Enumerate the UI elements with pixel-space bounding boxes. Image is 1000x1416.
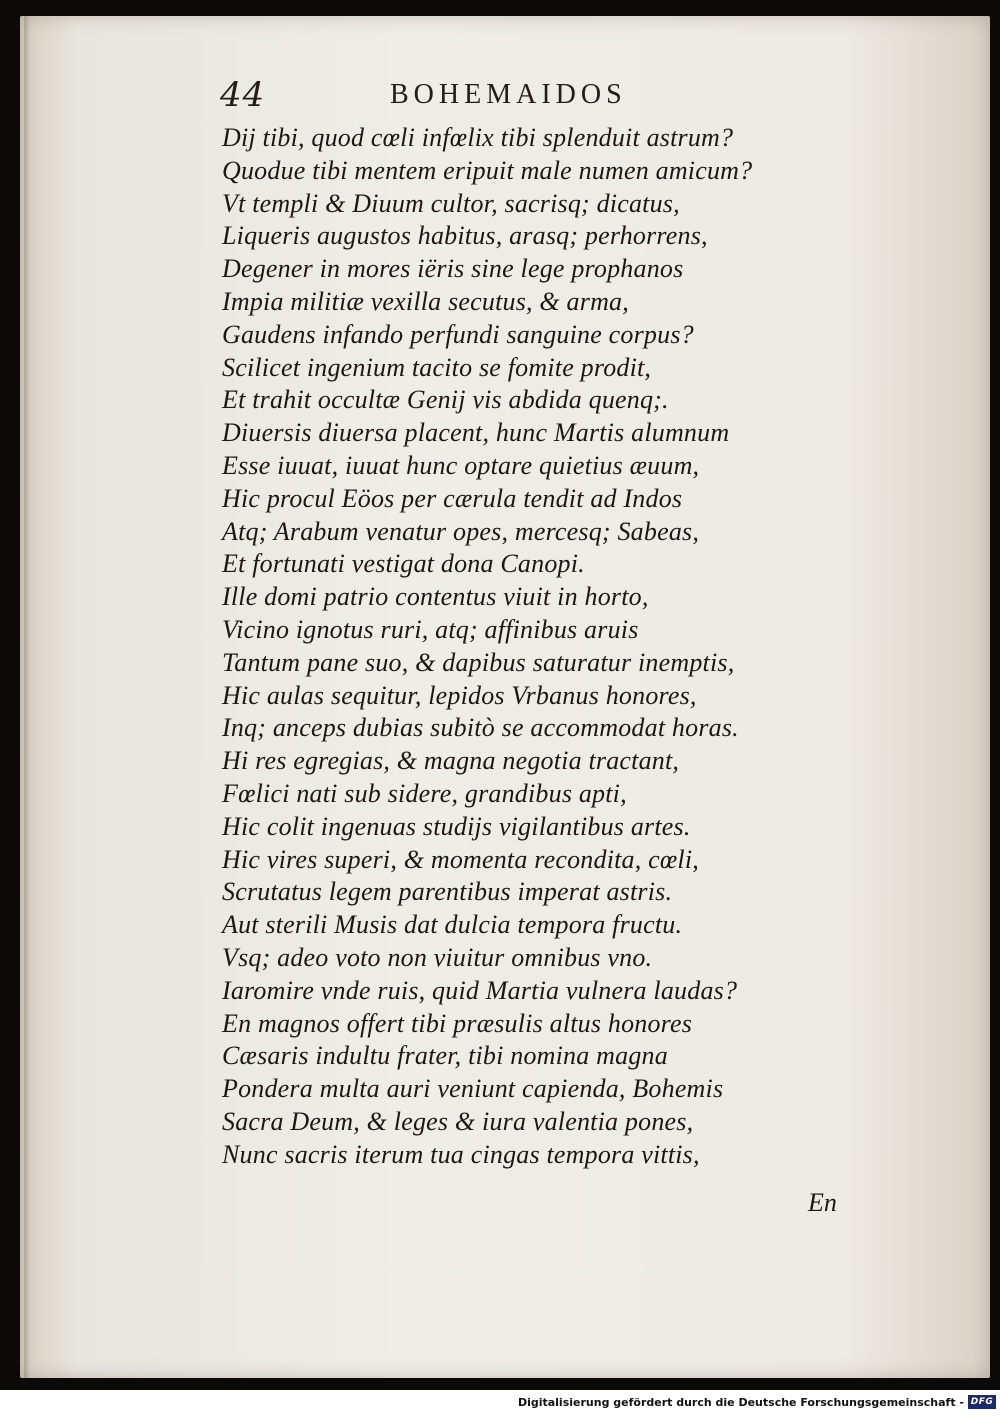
verse-line: Diuersis diuersa placent, hunc Martis alumnum [222,418,730,448]
verse-line: Sacra Deum, & leges & iura valentia pones, [222,1106,694,1136]
verse-line: Hic aulas sequitur, lepidos Vrbanus honores, [222,680,697,710]
verse-line: Inq; anceps dubias subitò se accommodat horas. [222,713,739,743]
verse-line: Atq; Arabum venatur opes, mercesq; Sabeas, [222,516,700,546]
running-title: BOHEMAIDOS [390,79,627,110]
verse-line: Aut sterili Musis dat dulcia tempora fructu. [222,910,683,940]
page-number: 44 [220,75,266,115]
verse-line: Hic procul Eöos per cærula tendit ad Indos [222,483,683,513]
verse-line: Cæsaris indultu frater, tibi nomina magna [222,1041,668,1071]
verse-line: Hic vires superi, & momenta recondita, cœli, [222,844,699,874]
verse-line: Esse iuuat, iuuat hunc optare quietius æuum, [222,450,700,480]
verse-line: Quodue tibi mentem eripuit male numen amicum? [222,155,753,185]
verse-line: Fœlici nati sub sidere, grandibus apti, [222,778,627,808]
verse-line: Vicino ignotus ruri, atq; affinibus aruis [222,614,639,644]
verse-line: Nunc sacris iterum tua cingas tempora vittis, [222,1139,700,1169]
footer-bar [0,1390,1000,1416]
verse-line: Iaromire vnde ruis, quid Martia vulnera laudas? [222,975,738,1005]
funding-credit: Digitalisierung gefördert durch die Deutsche Forschungsgemeinschaft - [517,1396,964,1409]
verse-line: Liqueris augustos habitus, arasq; perhorrens, [222,221,708,251]
verse-line: Hic colit ingenuas studijs vigilantibus artes. [222,811,691,841]
running-head [220,75,780,125]
verse-line: Impia militiæ vexilla secutus, & arma, [222,286,629,316]
verse-line: Vsq; adeo voto non viuitur omnibus vno. [222,942,653,972]
verse-line: Dij tibi, quod cœli infœlix tibi splenduit astrum? [222,123,734,152]
verse-line: Hi res egregias, & magna negotia tractant, [222,746,680,776]
verse-line: Scilicet ingenium tacito se fomite prodit, [222,352,652,382]
verse-line: Et fortunati vestigat dona Canopi. [222,549,585,579]
verse-line: Gaudens infando perfundi sanguine corpus? [222,319,694,349]
verse-line: Vt templi & Diuum cultor, sacrisq; dicatus, [222,188,680,218]
verse-line: Degener in mores iëris sine lege prophanos [222,254,684,284]
verse-line: En magnos offert tibi præsulis altus honores [222,1008,693,1038]
verse-line: Pondera multa auri veniunt capienda, Bohemis [222,1074,724,1104]
verse-line: Scrutatus legem parentibus imperat astris. [222,877,673,907]
verse-line: Tantum pane suo, & dapibus saturatur inemptis, [222,647,735,677]
dfg-logo: DFG [968,1395,996,1409]
catchword: En [808,1188,837,1217]
verse-line: Ille domi patrio contentus viuit in horto, [222,582,649,612]
verse-line: Et trahit occultæ Genij vis abdida quenq;. [222,385,669,415]
verse-text [222,122,822,1172]
